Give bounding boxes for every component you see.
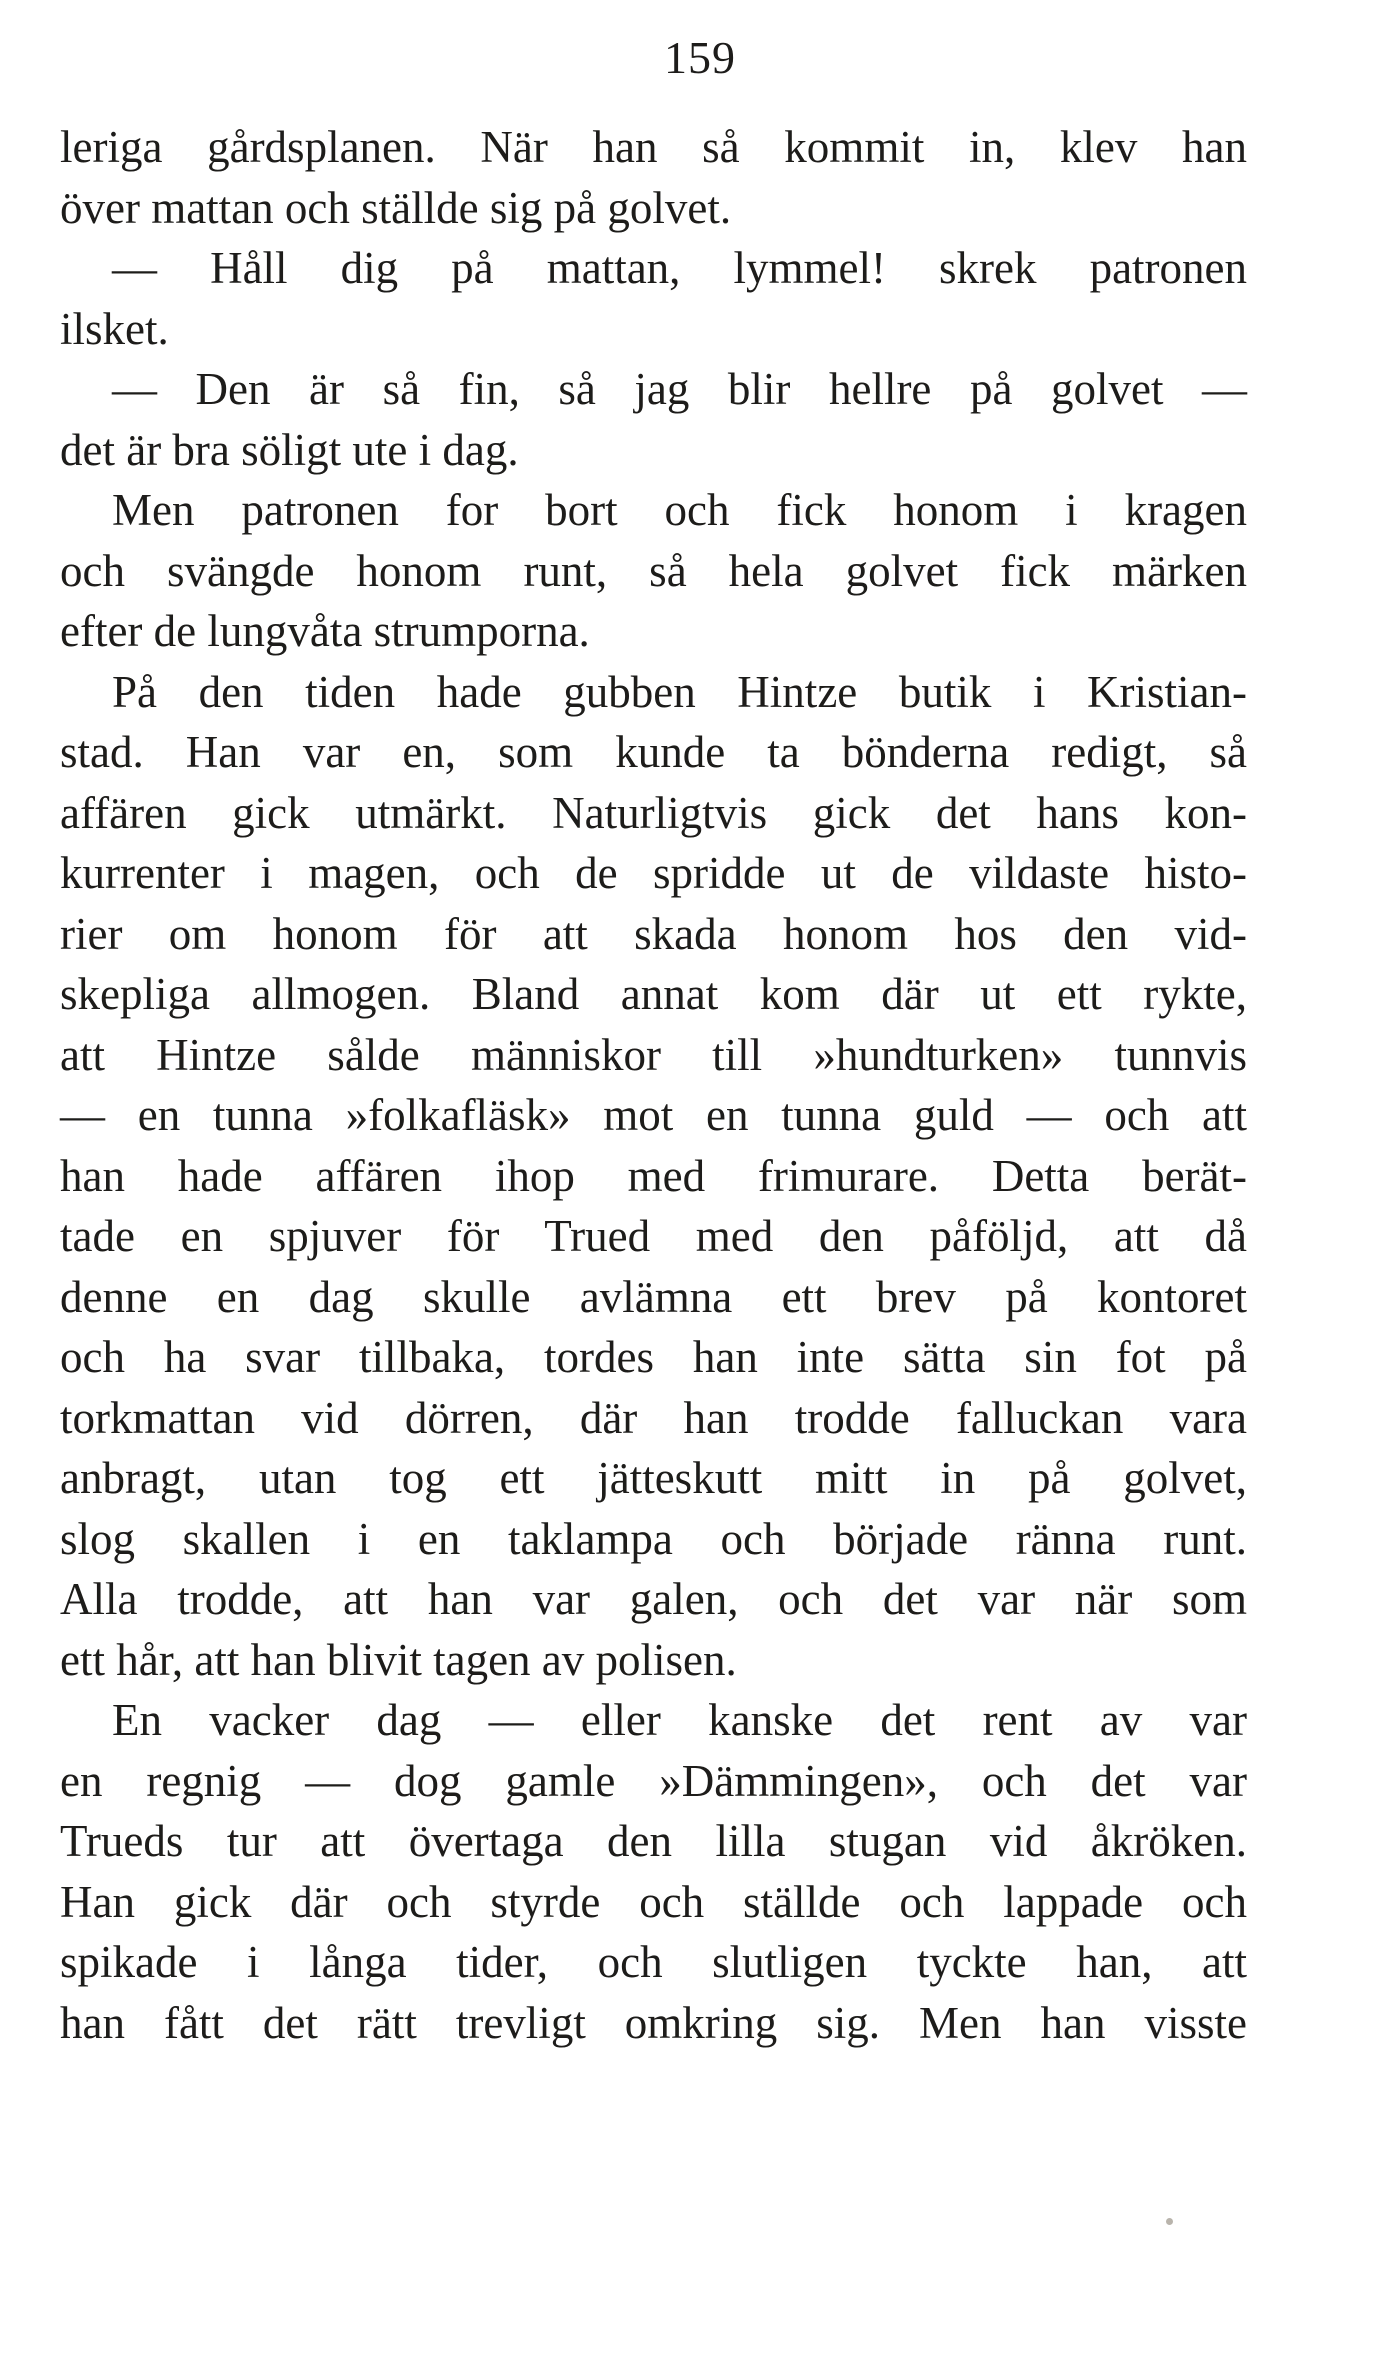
text-line: att Hintze sålde människor till »hundturken» tunnvis <box>60 1029 1247 1080</box>
text-line: spikade i långa tider, och slutligen tyckte han, att <box>60 1937 1247 1987</box>
text-line: På den tiden hade gubben Hintze butik i Kristian- <box>112 666 1247 717</box>
text-line: — en tunna »folkafläsk» mot en tunna guld — och att <box>60 1090 1247 1140</box>
body-text <box>60 117 1247 2053</box>
text-line: tade en spjuver för Trued med den påföljd, att då <box>60 1211 1247 1261</box>
text-line: och ha svar tillbaka, tordes han inte sätta sin fot på <box>60 1332 1247 1382</box>
text-line: efter de lungvåta strumporna. <box>60 606 590 656</box>
text-line: Han gick där och styrde och ställde och lappade och <box>60 1876 1247 1927</box>
text-line: leriga gårdsplanen. När han så kommit in, klev han <box>60 122 1247 172</box>
text-line: och svängde honom runt, så hela golvet fick märken <box>60 545 1247 596</box>
text-line: rier om honom för att skada honom hos den vid- <box>60 908 1247 959</box>
text-line: över mattan och ställde sig på golvet. <box>60 182 732 233</box>
text-line: En vacker dag — eller kanske det rent av var <box>112 1695 1247 1745</box>
text-line: det är bra söligt ute i dag. <box>60 424 519 475</box>
text-line: kurrenter i magen, och de spridde ut de vildaste histo- <box>60 848 1247 898</box>
text-line: anbragt, utan tog ett jätteskutt mitt in på golvet, <box>60 1453 1247 1503</box>
text-line: han fått det rätt trevligt omkring sig. Men han visste <box>60 1997 1247 2048</box>
text-line: han hade affären ihop med frimurare. Detta berät- <box>60 1150 1247 1201</box>
page-number: 159 <box>664 32 736 83</box>
text-line: skepliga allmogen. Bland annat kom där ut ett rykte, <box>60 969 1247 1019</box>
text-line: torkmattan vid dörren, där han trodde falluckan vara <box>60 1392 1247 1443</box>
text-line: — Håll dig på mattan, lymmel! skrek patronen <box>112 243 1247 293</box>
text-line: stad. Han var en, som kunde ta bönderna redigt, så <box>60 727 1247 777</box>
text-line: ilsket. <box>60 303 169 354</box>
paper-speck <box>1166 2218 1173 2225</box>
text-line: — Den är så fin, så jag blir hellre på golvet — <box>112 364 1247 414</box>
text-line: affären gick utmärkt. Naturligtvis gick det hans kon- <box>60 787 1247 838</box>
text-line: denne en dag skulle avlämna ett brev på kontoret <box>60 1271 1247 1322</box>
text-line: slog skallen i en taklampa och började ränna runt. <box>60 1513 1247 1564</box>
text-line: en regnig — dog gamle »Dämmingen», och det var <box>60 1755 1247 1806</box>
text-line: Alla trodde, att han var galen, och det var när som <box>60 1574 1247 1624</box>
text-line: Men patronen for bort och fick honom i kragen <box>112 485 1247 535</box>
text-line: Trueds tur att övertaga den lilla stugan vid åkröken. <box>60 1816 1247 1866</box>
text-line: ett hår, att han blivit tagen av polisen. <box>60 1634 737 1685</box>
